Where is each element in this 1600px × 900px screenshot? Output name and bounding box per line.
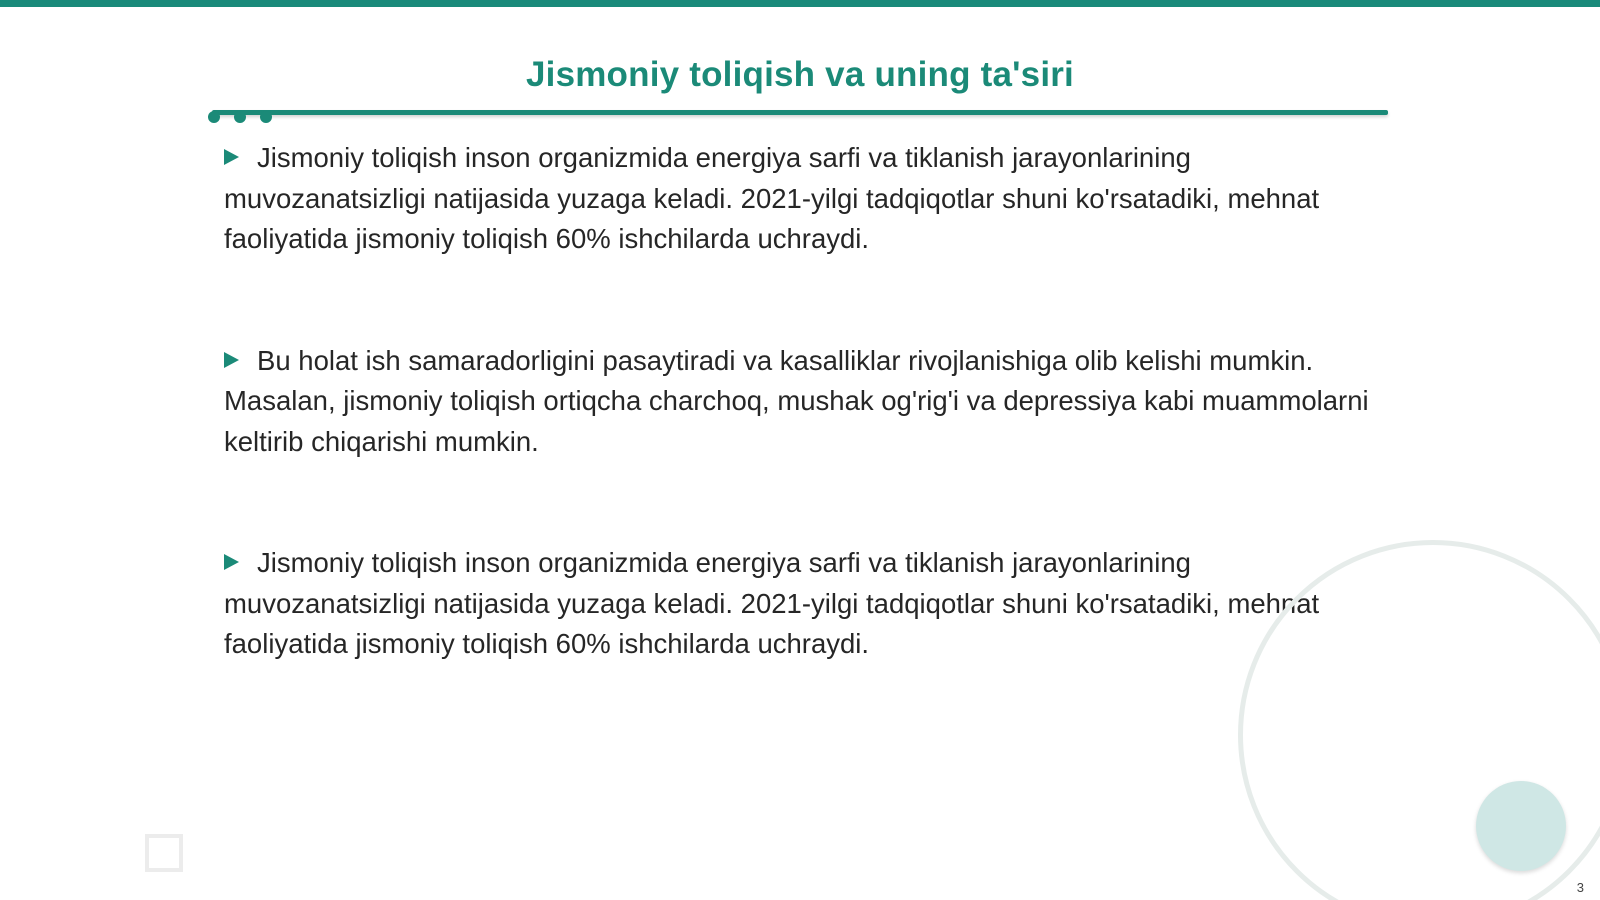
slide-title: Jismoniy toliqish va uning ta'siri xyxy=(525,55,1074,94)
triangle-right-icon xyxy=(224,352,239,368)
bullet-text: Bu holat ish samaradorligini pasaytiradi va kasalliklar rivojlanishiga olib kelishi mumkin. Masalan, jismoniy toliqish ortiqcha charchoq, mushak og'rig'i va depressiya kabi muammolarni keltirib chiqarishi mumkin. xyxy=(224,344,1369,457)
bullet-text: Jismoniy toliqish inson organizmida energiya sarfi va tiklanish jarayonlarining muvozanatsizligi natijasida yuzaga keladi. 2021-yilgi tadqiqotlar shuni ko'rsatadiki, mehnat faoliyatida jismoniy toliqish 60% ishchilarda uchraydi. xyxy=(224,547,1320,659)
triangle-right-icon xyxy=(224,149,239,165)
decorative-dot xyxy=(208,111,220,123)
decorative-square xyxy=(145,834,183,872)
triangle-right-icon xyxy=(224,554,239,570)
decorative-bubble xyxy=(1476,781,1566,871)
bullet-item xyxy=(224,341,1384,463)
decorative-dot xyxy=(234,111,246,123)
bullet-text: Jismoniy toliqish inson organizmida energiya sarfi va tiklanish jarayonlarining muvozanatsizligi natijasida yuzaga keladi. 2021-yilgi tadqiqotlar shuni ko'rsatadiki, mehnat faoliyatida jismoniy toliqish 60% ishchilarda uchraydi. xyxy=(224,142,1320,254)
bullet-list xyxy=(224,138,1384,665)
page-number: 3 xyxy=(1576,880,1584,895)
title-underline xyxy=(212,110,1388,115)
bullet-item xyxy=(224,543,1384,665)
bullet-item xyxy=(224,138,1384,260)
top-accent-bar xyxy=(0,0,1600,7)
decorative-dot xyxy=(260,111,272,123)
